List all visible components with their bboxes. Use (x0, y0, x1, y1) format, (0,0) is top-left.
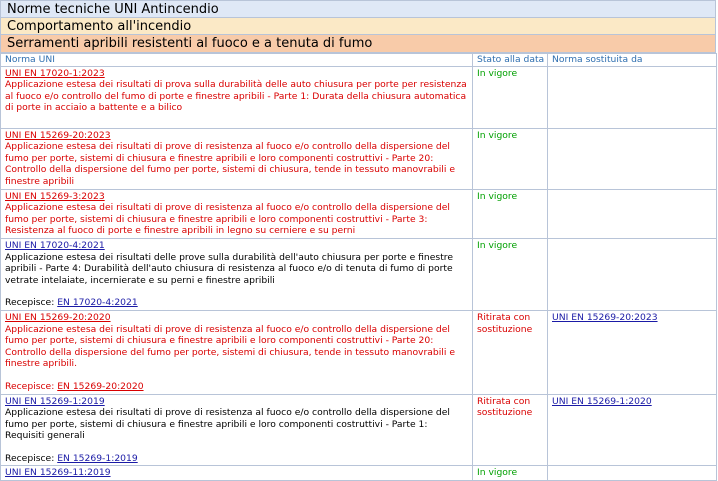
replaced-by-cell (548, 128, 717, 189)
status-cell: In vigore (473, 128, 548, 189)
recepisce-line (5, 381, 468, 393)
table-header-row (1, 54, 717, 67)
table-row (1, 310, 717, 394)
norm-cell (1, 310, 473, 394)
recepisce-link[interactable]: EN 15269-20:2020 (57, 380, 144, 392)
status-cell: Ritirata con sostituzione (473, 394, 548, 466)
table-row (1, 238, 717, 310)
replaced-by-link[interactable]: UNI EN 15269-1:2020 (552, 395, 652, 407)
section-header: Serramenti apribili resistenti al fuoco e a tenuta di fumo (0, 34, 716, 53)
norm-description: Applicazione estesa dei risultati di prove di resistenza al fuoco e/o controllo della dispersione del fumo per porte, sistemi di chiusura e finestre apribili e loro componenti costruttivi - Parte 20: Controllo della dispersione del fumo per porte, sistemi di chiusura, tende in tessuto manovrabili e finestre apribili. (5, 323, 455, 370)
norm-code-link[interactable]: UNI EN 15269-3:2023 (5, 190, 105, 202)
norm-cell (1, 394, 473, 466)
norm-description: Applicazione estesa dei risultati di prove di resistenza al fuoco e/o controllo della dispersione del fumo per porte, sistemi di chiusura e finestre apribili e loro componenti costruttivi - Parte 3: Resistenza al fuoco di porte e finestre apribili in legno su cerniere e su perni (5, 202, 450, 237)
norm-code-link[interactable]: UNI EN 15269-11:2019 (5, 467, 111, 479)
table-row (1, 189, 717, 238)
norm-code-link[interactable]: UNI EN 17020-1:2023 (5, 67, 105, 79)
column-header-norma: Norma UNI (1, 54, 473, 67)
norm-cell (1, 238, 473, 310)
norm-cell (1, 466, 473, 481)
table-row (1, 128, 717, 189)
page-title: Norme tecniche UNI Antincendio (0, 0, 716, 18)
column-header-sostituita: Norma sostituita da (548, 54, 717, 67)
norm-description: Applicazione estesa dei risultati di prove di resistenza al fuoco e/o controllo della dispersione del fumo per porte, sistemi di chiusura e finestre apribili e loro componenti costruttivi - Parte 1: Requisiti generali (5, 407, 450, 442)
norm-code-link[interactable]: UNI EN 15269-20:2020 (5, 311, 111, 323)
table-row (1, 394, 717, 466)
status-cell: Ritirata con sostituzione (473, 310, 548, 394)
norms-table (0, 53, 717, 481)
norm-description: Applicazione estesa dei risultati di prova sulla durabilità delle auto chiusura per porte per resistenza al fuoco e/o controllo del fumo di porte e finestre apribili - Parte 1: Durata della chiusura automatica di porte in acciaio a battente e a bilico (5, 79, 467, 114)
table-row (1, 466, 717, 481)
norm-cell (1, 128, 473, 189)
norm-code-link[interactable]: UNI EN 15269-20:2023 (5, 129, 111, 141)
norm-cell (1, 66, 473, 128)
recepisce-label: Recepisce: (5, 297, 55, 309)
replaced-by-cell (548, 466, 717, 481)
recepisce-line (5, 453, 468, 465)
category-header: Comportamento all'incendio (0, 17, 716, 35)
recepisce-link[interactable]: EN 15269-1:2019 (57, 452, 138, 464)
norm-code-link[interactable]: UNI EN 17020-4:2021 (5, 239, 105, 251)
replaced-by-cell (548, 394, 717, 466)
recepisce-link[interactable]: EN 17020-4:2021 (57, 297, 138, 309)
table-row (1, 66, 717, 128)
replaced-by-link[interactable]: UNI EN 15269-20:2023 (552, 311, 658, 323)
replaced-by-cell (548, 66, 717, 128)
status-cell: In vigore (473, 466, 548, 481)
replaced-by-cell (548, 238, 717, 310)
norm-cell (1, 189, 473, 238)
status-cell: In vigore (473, 238, 548, 310)
status-cell: In vigore (473, 189, 548, 238)
replaced-by-cell (548, 310, 717, 394)
norm-description: Applicazione estesa dei risultati di prove di resistenza al fuoco e/o controllo della dispersione del fumo per porte, sistemi di chiusura e finestre apribili e loro componenti costruttivi - Parte 20: Controllo della dispersione del fumo per porte, sistemi di chiusura, tende in tessuto manovrabili e finestre apribili (5, 141, 455, 187)
recepisce-line (5, 297, 468, 309)
replaced-by-cell (548, 189, 717, 238)
status-cell: In vigore (473, 66, 548, 128)
norm-code-link[interactable]: UNI EN 15269-1:2019 (5, 395, 105, 407)
recepisce-label: Recepisce: (5, 380, 55, 392)
column-header-stato: Stato alla data (473, 54, 548, 67)
norm-description: Applicazione estesa dei risultati delle prove sulla durabilità dell'auto chiusura per porte e finestre apribili - Parte 4: Durabilità dell'auto chiusura di resistenza al fuoco e/o di tenuta di fumo di porte vetrate intelaiate, incernierate e su perni e finestre apribili (5, 251, 454, 286)
recepisce-label: Recepisce: (5, 452, 55, 464)
